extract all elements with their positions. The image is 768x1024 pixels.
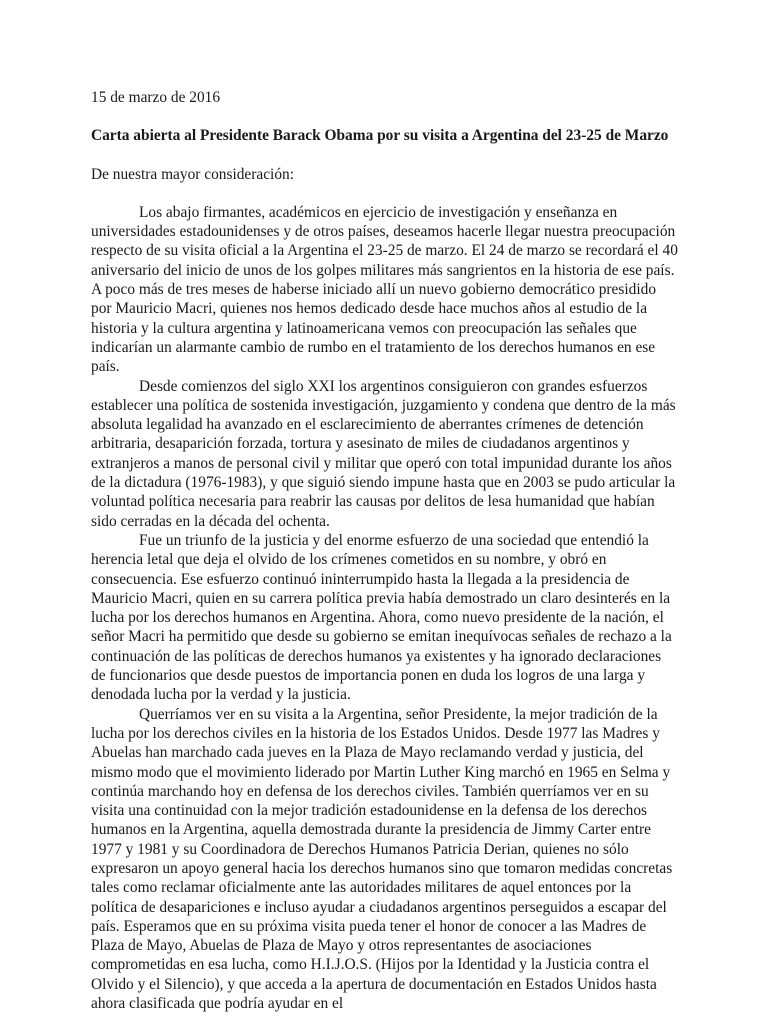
body-paragraph-3: Fue un triunfo de la justicia y del enorme esfuerzo de una sociedad que entendió la herencia letal que deja el olvido de los crímenes cometidos en su nombre, y obró en consecuencia. Ese esfuerzo continuó ininterrumpido hasta la llegada a la presidencia de Mauricio Macri, quien en su carrera política previa había demostrado un claro desinterés en la lucha por los derechos humanos en Argentina. Ahora, como nuevo presidente de la nación, el señor Macri ha permitido que desde su gobierno se emitan inequívocas señales de rechazo a la continuación de las políticas de derechos humanos ya existentes y ha ignorado declaraciones de funcionarios que desde puestos de importancia ponen en duda los logros de una larga y denodada lucha por la verdad y la justicia. [91,531,672,704]
letter-salutation: De nuestra mayor consideración: [91,165,294,183]
body-paragraph-2: Desde comienzos del siglo XXI los argentinos consiguieron con grandes esfuerzos establecer una política de sostenida investigación, juzgamiento y condena que dentro de la más absoluta legalidad ha avanzado en el esclarecimiento de aberrantes crímenes de detención arbitraria, desaparición forzada, tortura y asesinato de miles de ciudadanos argentinos y extranjeros a manos de personal civil y militar que operó con total impunidad durante los años de la dictadura (1976-1983), y que siguió siendo impune hasta que en 2003 se pudo articular la voluntad política necesaria para reabrir las causas por delitos de lesa humanidad que habían sido cerradas en la década del ochenta. [91,377,676,530]
letter-date: 15 de marzo de 2016 [91,89,221,106]
letter-title: Carta abierta al Presidente Barack Obama por su visita a Argentina del 23-25 de Marzo [91,127,669,145]
body-paragraph-4: Querríamos ver en su visita a la Argentina, señor Presidente, la mejor tradición de la lucha por los derechos civiles en la historia de los Estados Unidos. Desde 1977 las Madres y Abuelas han marchado cada jueves en la Plaza de Mayo reclamando verdad y justicia, del mismo modo que el movimiento liderado por Martin Luther King marchó en 1965 en Selma y continúa marchando hoy en defensa de los derechos civiles. También querríamos ver en su visita una continuidad con la mejor tradición estadounidense en la defensa de los derechos humanos en la Argentina, aquella demostrada durante la presidencia de Jimmy Carter entre 1977 y 1981 y su Coordinadora de Derechos Humanos Patricia Derian, quienes no sólo expresaron un apoyo general hacia los derechos humanos sino que tomaron medidas concretas tales como reclamar oficialmente ante las autoridades militares de aquel entonces por la política de desapariciones e incluso ayudar a ciudadanos argentinos perseguidos a escapar del país. Esperamos que en su próxima visita pueda tener el honor de conocer a las Madres de Plaza de Mayo, Abuelas de Plaza de Mayo y otros representantes de asociaciones comprometidas en esa lucha, como H.I.J.O.S. (Hijos por la Identidad y la Justicia contra el Olvido y el Silencio), y que acceda a la apertura de documentación en Estados Unidos hasta ahora clasificada que podría ayudar en el [91,705,673,1013]
letter-page [91,88,679,1013]
body-paragraph-1: Los abajo firmantes, académicos en ejercicio de investigación y enseñanza en universidades estadounidenses y de otros países, deseamos hacerle llegar nuestra preocupación respecto de su visita oficial a la Argentina el 23-25 de marzo. El 24 de marzo se recordará el 40 aniversario del inicio de unos de los golpes militares más sangrientos en la historia de ese país. A poco más de tres meses de haberse iniciado allí un nuevo gobierno democrático presidido por Mauricio Macri, quienes nos hemos dedicado desde hace muchos años al estudio de la historia y la cultura argentina y latinoamericana vemos con preocupación las señales que indicarían un alarmante cambio de rumbo en el tratamiento de los derechos humanos en ese país. [91,203,678,376]
